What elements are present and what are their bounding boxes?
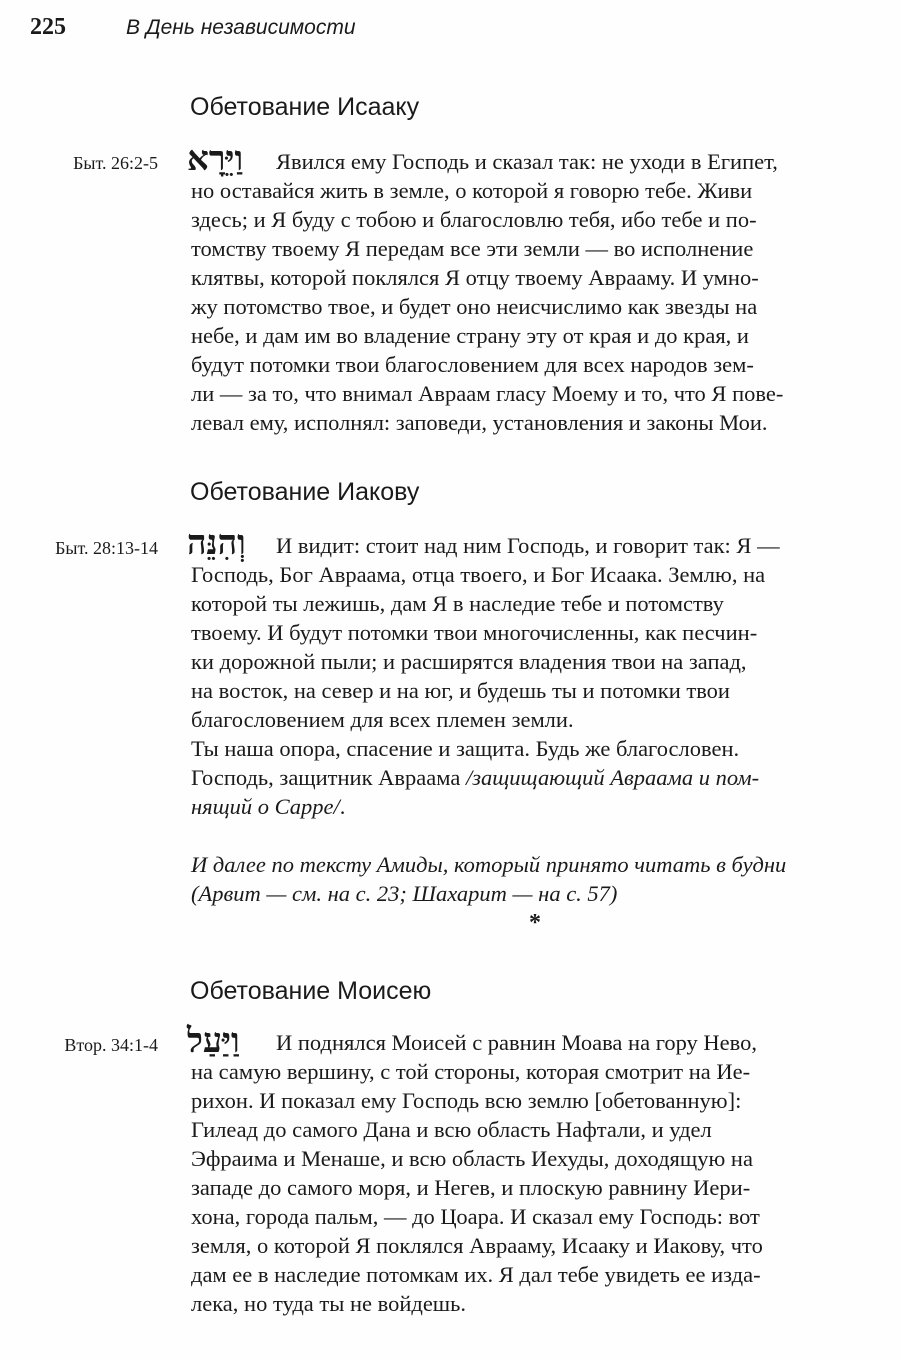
hebrew-opening-word: וַיַּעַל bbox=[187, 1021, 240, 1061]
blessing-line: нящий о Сарре/. bbox=[191, 794, 346, 819]
text-line: жу потомство твое, и будет оно неисчислимо как звезды на bbox=[191, 294, 758, 319]
text-line: на восток, на север и на юг, и будешь ты и потомки твои bbox=[191, 678, 730, 703]
instruction-note bbox=[191, 850, 875, 908]
text-line: Господь, Бог Авраама, отца твоего, и Бог Исаака. Землю, на bbox=[191, 562, 766, 587]
text-line: на самую вершину, с той стороны, которая смотрит на Ие- bbox=[191, 1059, 751, 1084]
text-line: Гилеад до самого Дана и всю область Нафтали, и удел bbox=[191, 1117, 712, 1142]
passage-text-isaac bbox=[191, 147, 875, 437]
text-line: лека, но туда ты не войдешь. bbox=[191, 1291, 467, 1316]
passage-text-moses bbox=[191, 1028, 875, 1318]
section-title-isaac: Обетование Исааку bbox=[190, 93, 420, 121]
text-line: хона, города пальм, — до Цоара. И сказал ему Господь: вот bbox=[191, 1204, 760, 1229]
text-line: небе, и дам им во владение страну эту от края и до края, и bbox=[191, 323, 749, 348]
text-line: ли — за то, что внимал Авраам гласу Моему и то, что Я пове- bbox=[191, 381, 784, 406]
blessing-line: Ты наша опора, спасение и защита. Будь же благословен. bbox=[191, 736, 740, 761]
scripture-reference: Быт. 28:13-14 bbox=[55, 538, 158, 558]
text-line: рихон. И показал ему Господь всю землю [обетованную]: bbox=[191, 1088, 742, 1113]
text-line: томству твоему Я передам все эти земли — во исполнение bbox=[191, 236, 754, 261]
text-line: западе до самого моря, и Негев, и плоскую равнину Иери- bbox=[191, 1175, 751, 1200]
scripture-reference: Быт. 26:2-5 bbox=[73, 153, 158, 173]
note-line: И далее по тексту Амиды, который принято читать в будни bbox=[191, 852, 787, 877]
text-line: И поднялся Моисей с равнин Моава на гору Нево, bbox=[276, 1030, 758, 1055]
text-line: клятвы, которой поклялся Я отцу твоему Аврааму. И умно- bbox=[191, 265, 759, 290]
text-line: ки дорожной пыли; и расширятся владения твои на запад, bbox=[191, 649, 747, 674]
text-line: благословением для всех племен земли. bbox=[191, 707, 574, 732]
blessing-line: Господь, защитник Авраама /защищающий Авраама и пом- bbox=[191, 765, 760, 790]
text-line: левал ему, исполнял: заповеди, установления и законы Мои. bbox=[191, 410, 768, 435]
page-number: 225 bbox=[30, 14, 66, 40]
page-header bbox=[30, 14, 870, 46]
text-line: Явился ему Господь и сказал так: не уходи в Египет, bbox=[276, 149, 778, 174]
text-line: Эфраима и Менаше, и всю область Иехуды, доходящую на bbox=[191, 1146, 753, 1171]
text-line: которой ты лежишь, дам Я в наследие тебе и потомству bbox=[191, 591, 724, 616]
text-line: дам ее в наследие потомкам их. Я дал тебе увидеть ее изда- bbox=[191, 1262, 761, 1287]
hebrew-opening-word: וְהִנֵּה bbox=[187, 523, 246, 563]
text-line: будут потомки твои благословением для всех народов зем- bbox=[191, 352, 754, 377]
note-line: (Арвит — см. на с. 23; Шахарит — на с. 57) bbox=[191, 881, 618, 906]
text-line: твоему. И будут потомки твои многочисленны, как песчин- bbox=[191, 620, 758, 645]
text-line: И видит: стоит над ним Господь, и говорит так: Я — bbox=[276, 533, 780, 558]
text-line: здесь; и Я буду с тобою и благословлю тебя, ибо тебе и по- bbox=[191, 207, 757, 232]
scripture-reference: Втор. 34:1-4 bbox=[64, 1035, 158, 1055]
section-title-jacob: Обетование Иакову bbox=[190, 478, 420, 506]
text-line: земля, о которой Я поклялся Аврааму, Исааку и Иакову, что bbox=[191, 1233, 763, 1258]
hebrew-opening-word: וַיֵּרָא bbox=[187, 139, 244, 179]
section-title-moses: Обетование Моисею bbox=[190, 977, 432, 1005]
running-title: В День независимости bbox=[126, 16, 356, 39]
text-line: но оставайся жить в земле, о которой я говорю тебе. Живи bbox=[191, 178, 753, 203]
section-divider-asterisk: * bbox=[529, 910, 541, 936]
passage-text-jacob bbox=[191, 531, 875, 821]
